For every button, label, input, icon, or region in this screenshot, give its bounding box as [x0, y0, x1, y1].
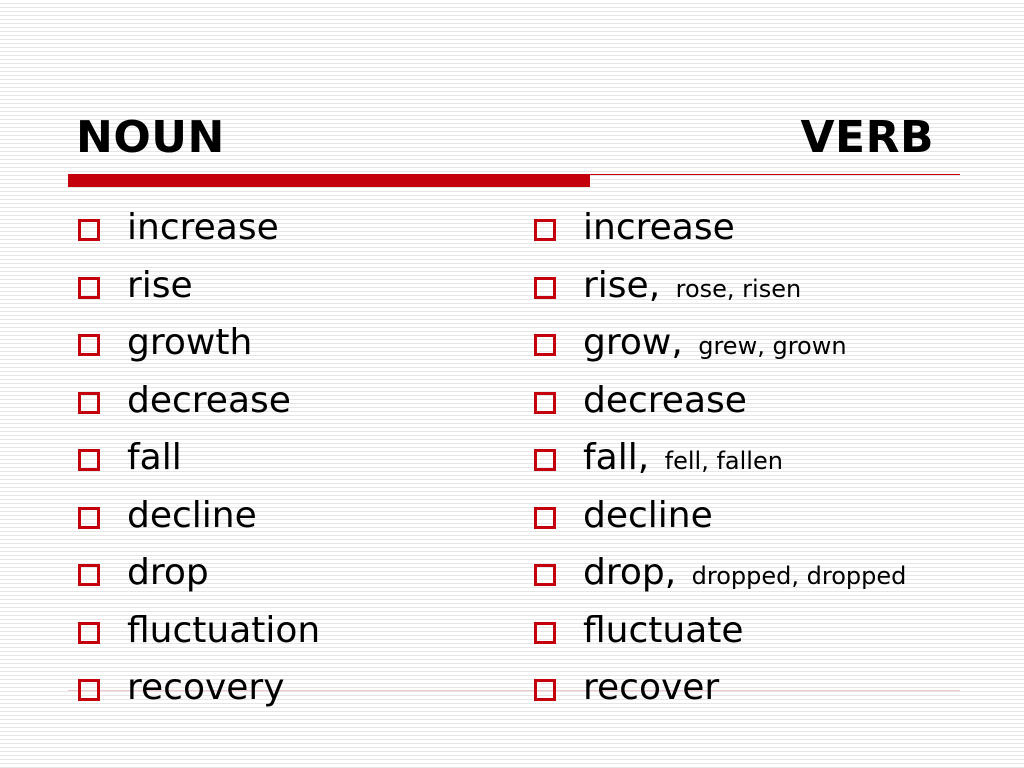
verb-word: grow,	[583, 322, 683, 363]
verb-list-item	[532, 549, 906, 607]
noun-word: decline	[127, 494, 257, 536]
hollow-square-icon	[78, 679, 100, 701]
hollow-square-icon	[534, 449, 556, 471]
hollow-square-icon	[78, 392, 100, 414]
noun-list-item	[76, 319, 320, 377]
verb-heading: VERB	[800, 112, 934, 163]
noun-list-item	[76, 377, 320, 435]
hollow-square-icon	[534, 334, 556, 356]
noun-word: fall	[127, 437, 182, 478]
verb-list-item	[532, 434, 906, 492]
verb-forms: dropped, dropped	[691, 562, 907, 590]
hollow-square-icon	[78, 277, 100, 299]
title-accent-bar	[68, 174, 590, 187]
noun-word: recovery	[127, 667, 285, 708]
noun-word: fluctuation	[127, 609, 321, 651]
verb-forms: rose, risen	[675, 274, 802, 303]
hollow-square-icon	[78, 334, 100, 356]
hollow-square-icon	[534, 679, 556, 701]
noun-list-item	[76, 434, 320, 492]
noun-heading: NOUN	[76, 112, 225, 163]
noun-list	[76, 204, 320, 722]
verb-word: fluctuate	[583, 609, 744, 651]
noun-list-item	[76, 549, 320, 607]
hollow-square-icon	[534, 622, 556, 644]
verb-word: rise,	[583, 264, 661, 306]
noun-list-item	[76, 607, 320, 665]
noun-list-item	[76, 664, 320, 722]
hollow-square-icon	[78, 219, 100, 241]
verb-list-item	[532, 319, 906, 377]
verb-word: increase	[583, 207, 735, 248]
verb-forms: grew, grown	[698, 332, 847, 360]
noun-word: rise	[127, 264, 193, 306]
noun-word: decrease	[127, 379, 291, 421]
verb-list	[532, 204, 906, 722]
verb-list-item	[532, 262, 906, 320]
verb-list-item	[532, 664, 906, 722]
hollow-square-icon	[534, 219, 556, 241]
verb-word: decline	[583, 494, 713, 536]
verb-word: decrease	[583, 379, 747, 421]
hollow-square-icon	[534, 564, 556, 586]
verb-word: recover	[583, 667, 720, 708]
noun-list-item	[76, 492, 320, 550]
verb-list-item	[532, 492, 906, 550]
hollow-square-icon	[534, 277, 556, 299]
hollow-square-icon	[78, 507, 100, 529]
hollow-square-icon	[78, 564, 100, 586]
verb-forms: fell, fallen	[664, 447, 783, 475]
verb-list-item	[532, 377, 906, 435]
noun-word: increase	[127, 207, 279, 248]
noun-list-item	[76, 262, 320, 320]
noun-list-item	[76, 204, 320, 262]
hollow-square-icon	[534, 392, 556, 414]
verb-list-item	[532, 204, 906, 262]
hollow-square-icon	[534, 507, 556, 529]
verb-word: drop,	[583, 552, 677, 593]
noun-word: drop	[127, 552, 209, 593]
verb-list-item	[532, 607, 906, 665]
hollow-square-icon	[78, 449, 100, 471]
hollow-square-icon	[78, 622, 100, 644]
verb-word: fall,	[583, 437, 650, 478]
noun-word: growth	[127, 322, 253, 363]
